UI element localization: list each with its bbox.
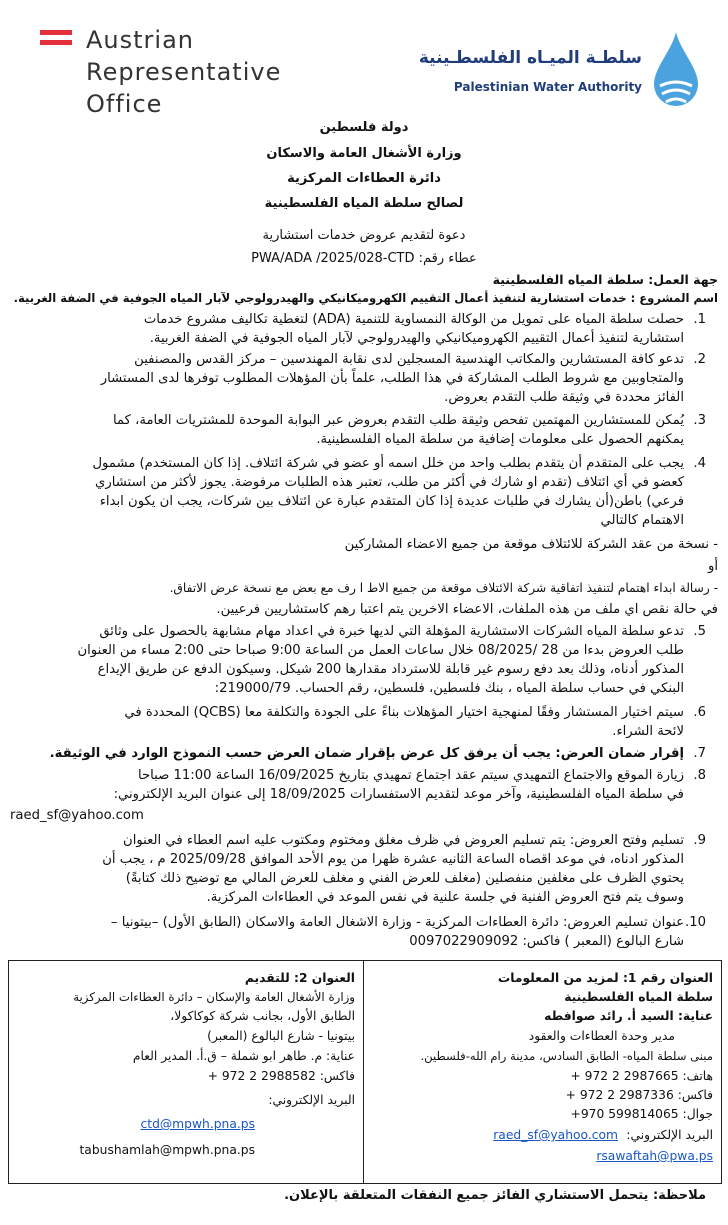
box-line: البريد الإلكتروني:: [626, 1128, 713, 1142]
item-text: عنوان تسليم العروض: دائرة العطاءات المركزية - وزارة الاشغال العامة والاسكان (الطابق الأول) –بيتونيا –: [110, 915, 684, 930]
item-number: 3.: [693, 413, 706, 428]
pwa-logo: [418, 30, 710, 110]
email-link[interactable]: rsawaftah@pwa.ps: [596, 1149, 713, 1163]
box-line: هاتف: 2987665 2 972 +: [570, 1069, 713, 1083]
item-number: 4.: [693, 456, 706, 471]
item-text: الاهتمام كالتالي: [600, 513, 684, 528]
address-boxes: [8, 960, 722, 1184]
address-box-2: [15, 961, 355, 1183]
box-line: الطابق الأول، بجانب شركة كوكاكولا،: [170, 1009, 355, 1023]
item-text: وسوف يتم فتح العروض الفنية في جلسة علنية في نفس الموعد في العطاءات المركزية.: [206, 890, 684, 905]
extra-text: في حالة نقص اي ملف من هذه الملفات، الاعضاء الاخرين يتم اعتبا رهم كاستشاريين فرعيين.: [216, 602, 718, 617]
water-drop-icon: [650, 30, 702, 110]
pwa-name-english: Palestinian Water Authority: [453, 80, 642, 94]
item-text: في سلطة المياه الفلسطينية، وآخر موعد لتقديم الاستفسارات 18/09/2025 إلى عنوان البريد الإلكتروني:: [113, 787, 684, 802]
email-link[interactable]: ctd@mpwh.pna.ps: [140, 1117, 255, 1131]
employer-line: جهة العمل: سلطة المياه الفلسطينية: [492, 272, 718, 287]
extra-text: أو: [707, 559, 718, 574]
item-number: 10.: [685, 915, 706, 930]
header-line: دائرة العطاءات المركزية: [287, 171, 441, 186]
box-line: بيتونيا - شارع البالوع (المعبر): [207, 1029, 355, 1043]
item-text: المذكور ادناه، في موعد اقصاه الساعة الثانيه عشرة ظهرا من يوم الأحد الموافق 2025/09/28 م ، يجب أن: [102, 852, 684, 867]
box-line: البريد الإلكتروني:: [268, 1093, 355, 1107]
box-line: فاكس: 2988582 2 972 +: [207, 1069, 355, 1083]
item-text: استشارية لتنفيذ أعمال التقييم الكهروميكانيكي والهيدرولوجي لآبار المياه الجوفية في الضفة الغربية.: [149, 331, 684, 346]
header-line: دولة فلسطين: [319, 120, 409, 135]
item-text: يُمكن للمستشارين المهتمين تفحص وثيقة طلب التقدم بعروض عبر البوابة الموحدة للمشتريات العامة، كما: [113, 413, 684, 428]
item-text: يمكنهم الحصول على معلومات إضافية من سلطة المياه الفلسطينية.: [316, 432, 684, 447]
item-number: 5.: [693, 624, 706, 639]
box-title: العنوان رقم 1: لمزيد من المعلومات: [497, 971, 713, 985]
item-text: كعضو في أي ائتلاف (تقدم او شارك في أكثر من طلب، تعتبر هذه الطلبات مرفوضة. يجوز لأكثر من استشاري: [95, 475, 684, 490]
tender-number: عطاء رقم: PWA/ADA /2025/028-CTD: [251, 251, 477, 266]
item-text: تسليم وفتح العروض: يتم تسليم العروض في ظرف مغلق ومختوم ومكتوب عليه اسم العطاء في العنوان: [123, 833, 684, 848]
aro-name: Austrian Representative Office: [86, 26, 282, 118]
item-text: حصلت سلطة المياه على تمويل من الوكالة النمساوية للتنمية (ADA) لتغطية تكاليف مشروع خدمات: [143, 312, 684, 327]
box-line: عناية: السيد أ. رائد صوافطه: [544, 1009, 713, 1023]
footer-note: ملاحظة: يتحمل الاستشاري الفائز جميع النفقات المتعلقة بالإعلان.: [284, 1188, 706, 1203]
box-line: عناية: م. طاهر ابو شملة – ق.أ. المدير العام: [132, 1049, 355, 1063]
item-text: تدعو سلطة المياه الشركات الاستشارية المؤهلة التي لديها خبرة في اعداد مهام مشابهة بالحصول على وثائق: [99, 624, 684, 639]
box-line: وزارة الأشغال العامة والإسكان – دائرة العطاءات المركزية: [73, 990, 355, 1004]
box-line: فاكس: 2987336 2 972 +: [565, 1088, 713, 1102]
invitation-title: دعوة لتقديم عروض خدمات استشارية: [262, 228, 466, 243]
header-line: وزارة الأشغال العامة والاسكان: [266, 146, 462, 161]
item-text: زيارة الموقع والاجتماع التمهيدي سيتم عقد اجتماع تمهيدي بتاريخ 16/09/2025 الساعة 11:00 صباحا: [137, 768, 684, 783]
item-number: 8.: [693, 768, 706, 783]
item-text: يحتوي الظرف على مغلفين منفصلين (مغلف للعرض الفني و مغلف للعرض المالي مع توضيح ذلك كتابةً): [125, 871, 684, 886]
box-line: جوال: 599814065 970+: [570, 1107, 713, 1121]
address-box-1: [373, 961, 713, 1183]
email-link[interactable]: tabushamlah@mpwh.pna.ps: [79, 1143, 255, 1157]
box-title: العنوان 2: للتقديم: [244, 971, 355, 985]
item-number: 7.: [693, 746, 706, 761]
item-number: 2.: [693, 352, 706, 367]
box-line: مبنى سلطة المياه- الطابق السادس، مدينة رام الله-فلسطين.: [420, 1049, 713, 1063]
item-text: الفائز محددة في وثيقة طلب التقدم بعروض.: [444, 390, 684, 405]
pwa-name-arabic: سلطـة الميـاه الفلسطـينية: [418, 48, 642, 68]
item-text: تدعو كافة المستشارين والمكاتب الهندسية المسجلين لدى نقابة المهندسين – مركز القدس والمصنفين: [134, 352, 684, 367]
extra-text: - رسالة ابداء اهتمام لتنفيذ اتفاقية شركة الائتلاف موقعة من جميع الاط ا رف مع بعض مع نسخة عرض الاتفاق.: [169, 581, 718, 595]
email-text: raed_sf@yahoo.com: [10, 808, 144, 823]
item-text: لائحة الشراء.: [612, 724, 684, 739]
item-text: إقرار ضمان العرض: يجب أن يرفق كل عرض بإقرار ضمان العرض حسب النموذج الوارد في الوثيقة.: [49, 746, 684, 761]
box-line: سلطة المياه الفلسطينية: [564, 990, 713, 1004]
box-line: مدير وحدة العطاءات والعقود: [528, 1029, 675, 1043]
item-text: والمتجاوبين مع شروط الطلب المشاركة في هذا الطلب، علماً بأن المؤهلات المطلوب توفرها لدى المستشار: [100, 371, 684, 386]
item-number: 1.: [693, 312, 706, 327]
item-text: المذكور أدناه، وذلك بعد دفع رسوم غير قابلة للاسترداد مقدارها 200 شيكل. وسيكون الدفع عن طريق الإيداع: [97, 662, 684, 677]
header-line: لصالح سلطة المياه الفلسطينية: [264, 196, 464, 211]
email-link[interactable]: raed_sf@yahoo.com: [493, 1128, 618, 1142]
item-text: يجب على المتقدم أن يتقدم بطلب واحد من خلل اسمه أو عضو في شركة ائتلاف. إذا كان المستخدم) مشمول: [92, 456, 684, 471]
item-text: سيتم اختيار المستشار وفقًا لمنهجية اختيار المؤهلات بناءً على الجودة والتكلفة معا (QCBS) المحددة في: [124, 705, 684, 720]
item-number: 9.: [693, 833, 706, 848]
item-text: طلب العروض بدءا من 28 /08/2025 خلال ساعات العمل من الساعة 9:00 صباحا حتى 2:00 مساء من العنوان: [77, 643, 684, 658]
austria-flag-icon: [40, 30, 72, 46]
extra-text: - نسخة من عقد الشركة للائتلاف موقعة من جميع الاعضاء المشاركين: [344, 537, 718, 552]
project-line: اسم المشروع : خدمات استشارية لتنفيذ أعمال التقييم الكهروميكانيكي والهيدرولوجي لآبار المياه الجوفية في الضفة الغربية.: [13, 291, 718, 305]
item-number: 6.: [693, 705, 706, 720]
item-text: البنكي في حساب سلطة المياه ، بنك فلسطين، فلسطين، رقم الحساب. 219000/79:: [214, 681, 684, 696]
item-text: شارع البالوع (المعبر ) فاكس: 0097022909092: [409, 934, 684, 949]
item-text: فرعي) باطن(أن يشارك في طلبات عديدة إذا كان المتقدم عبارة عن ائتلاف بين شركات، يجب ان يكون ابداء: [99, 494, 684, 509]
